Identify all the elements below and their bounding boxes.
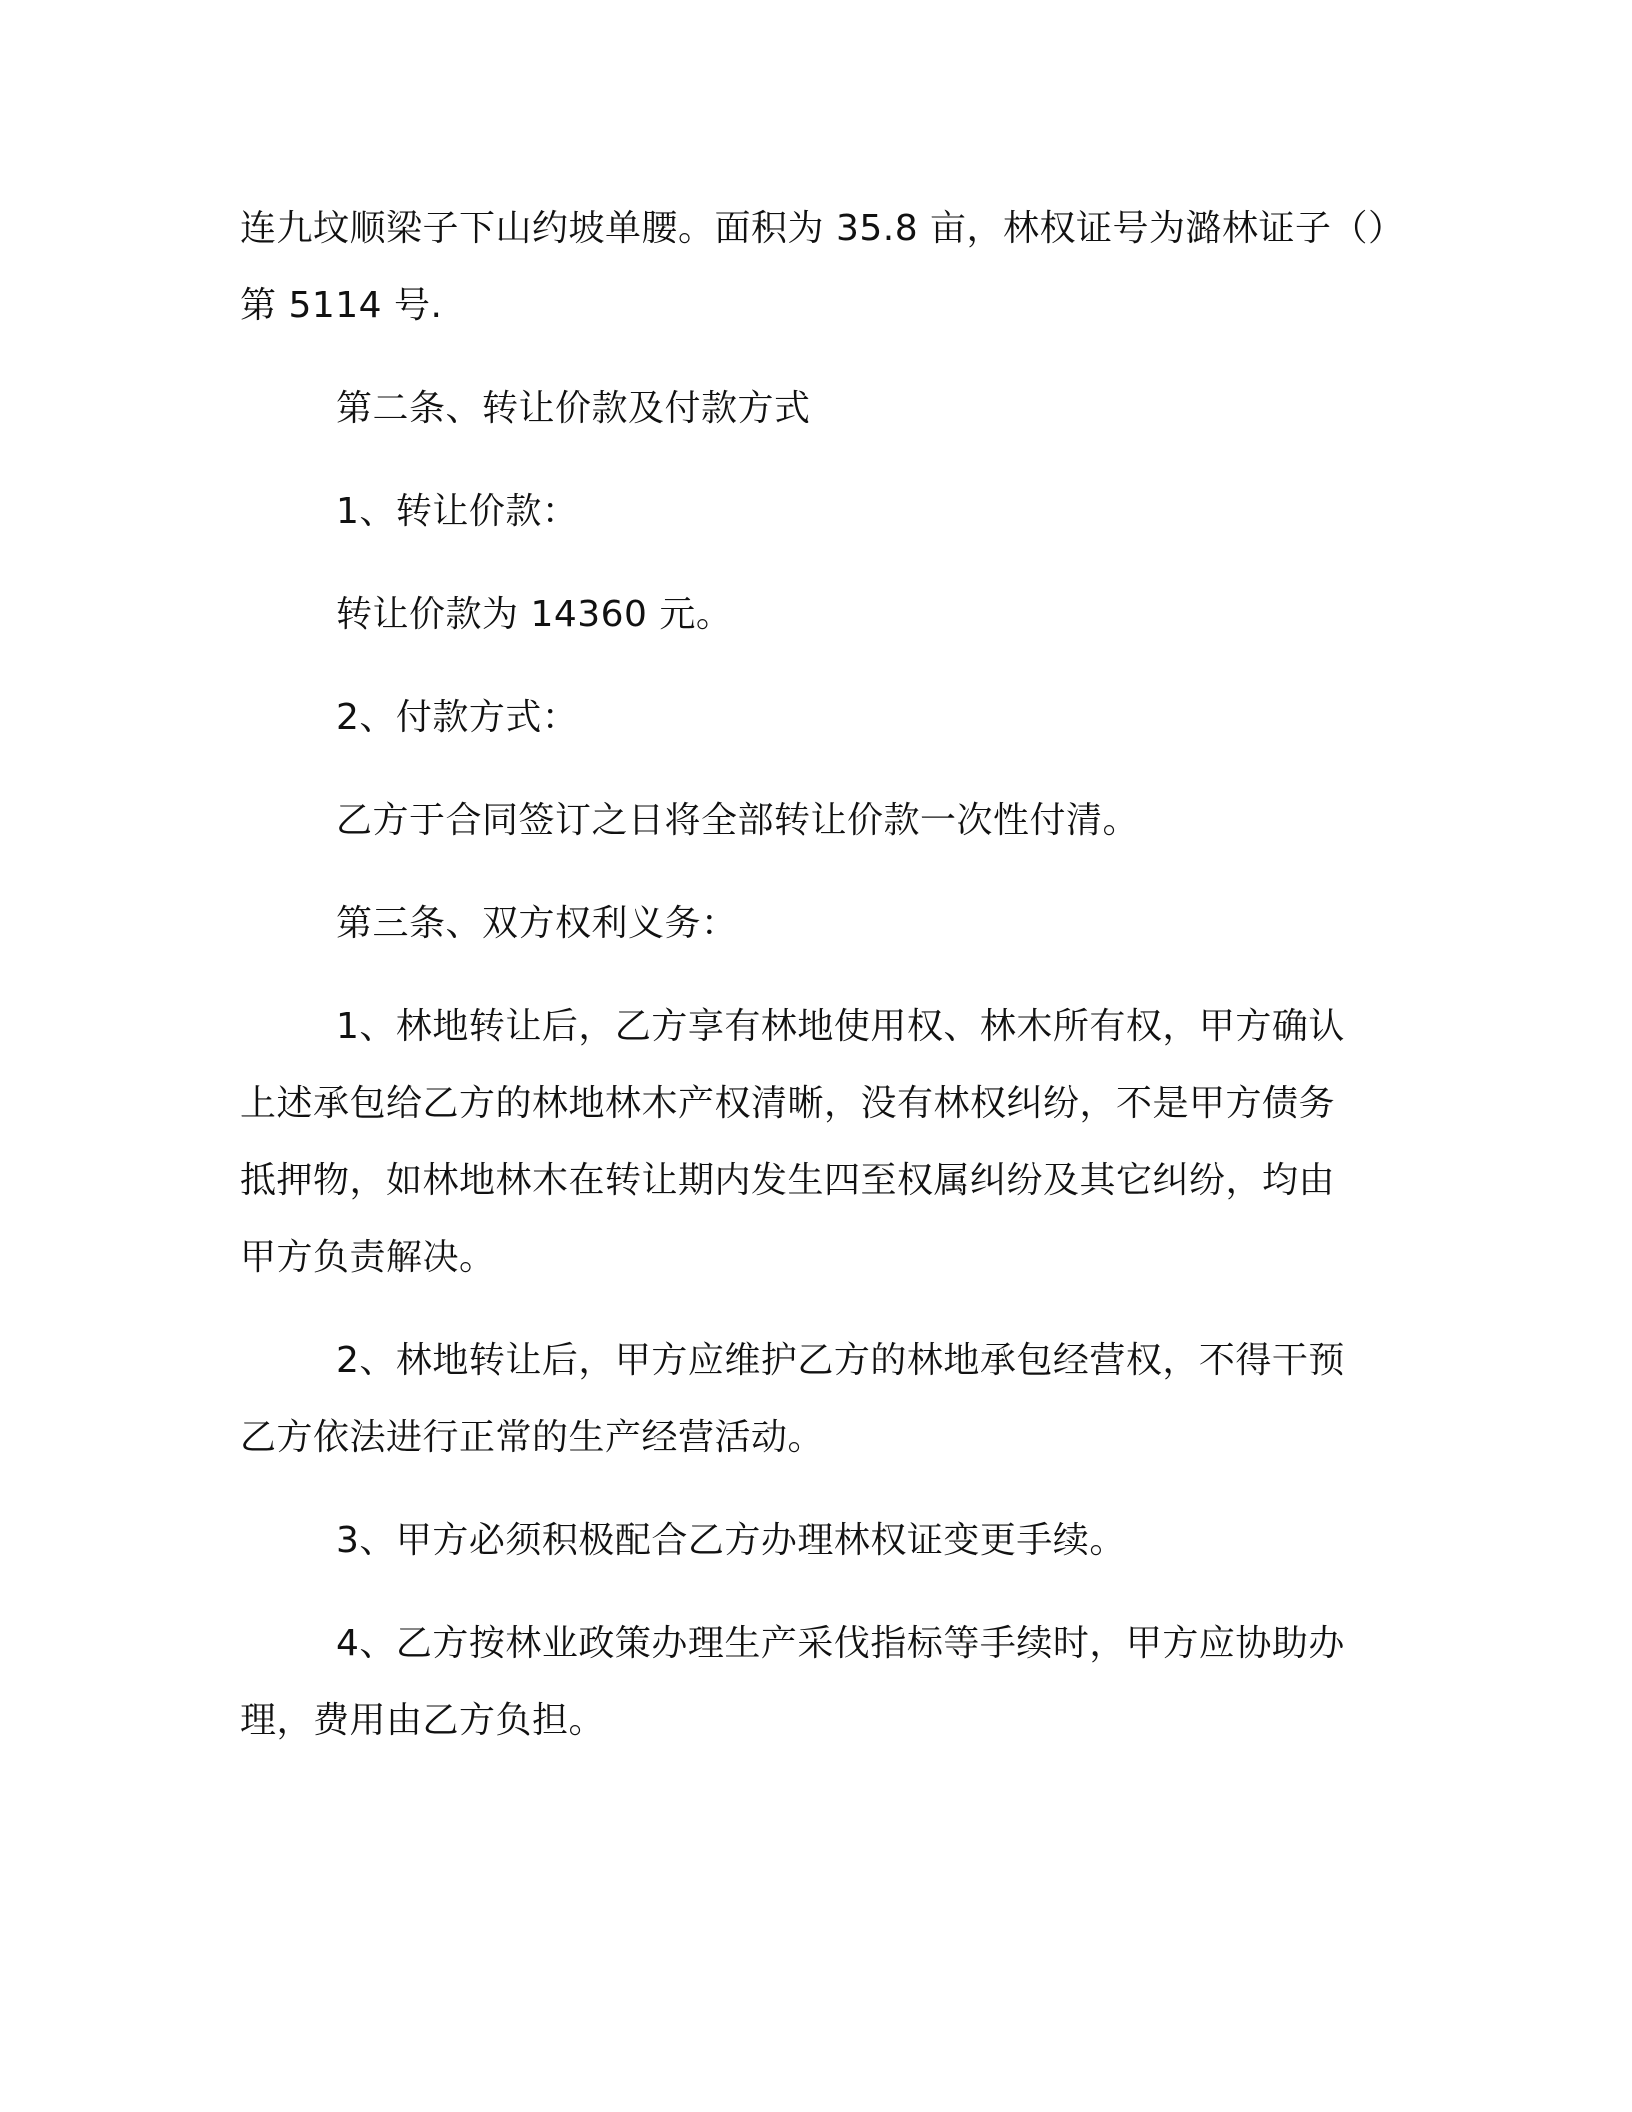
text-line: 1、林地转让后，乙方享有林地使用权、林木所有权，甲方确认: [336, 1006, 1345, 1047]
clause-4: [240, 1605, 1390, 1759]
text-line: 1、转让价款：: [336, 491, 579, 532]
clause-3: [240, 1502, 1390, 1579]
section-heading-article-3: [240, 885, 1390, 962]
subheading-payment-method: [240, 679, 1390, 756]
text-line: 连九坟顺梁子下山约坡单腰。面积为 35.8 亩，林权证号为潞林证子（）: [240, 208, 1405, 249]
text-line: 转让价款为 14360 元。: [336, 594, 733, 635]
section-heading-article-2: [240, 370, 1390, 447]
text-line: 第二条、转让价款及付款方式: [336, 388, 811, 429]
paragraph-payment-terms: [240, 782, 1390, 859]
text-line: 乙方依法进行正常的生产经营活动。: [240, 1417, 825, 1458]
text-line: 3、甲方必须积极配合乙方办理林权证变更手续。: [336, 1520, 1126, 1561]
clause-2: [240, 1322, 1390, 1476]
text-line: 抵押物，如林地林木在转让期内发生四至权属纠纷及其它纠纷，均由: [240, 1160, 1336, 1201]
paragraph-price-amount: [240, 576, 1390, 653]
text-line: 第三条、双方权利义务：: [336, 903, 738, 944]
text-line: 第 5114 号.: [240, 285, 443, 326]
text-line: 甲方负责解决。: [240, 1237, 496, 1278]
paragraph-parcel-description: [240, 190, 1405, 344]
text-line: 乙方于合同签订之日将全部转让价款一次性付清。: [336, 800, 1140, 841]
text-line: 4、乙方按林业政策办理生产采伐指标等手续时，甲方应协助办: [336, 1623, 1345, 1664]
subheading-transfer-price: [240, 473, 1390, 550]
text-line: 理，费用由乙方负担。: [240, 1700, 606, 1741]
text-line: 上述承包给乙方的林地林木产权清晰，没有林权纠纷，不是甲方债务: [240, 1083, 1336, 1124]
clause-1: [240, 988, 1390, 1296]
document-body: [240, 190, 1405, 1785]
text-line: 2、付款方式：: [336, 697, 579, 738]
text-line: 2、林地转让后，甲方应维护乙方的林地承包经营权，不得干预: [336, 1340, 1345, 1381]
